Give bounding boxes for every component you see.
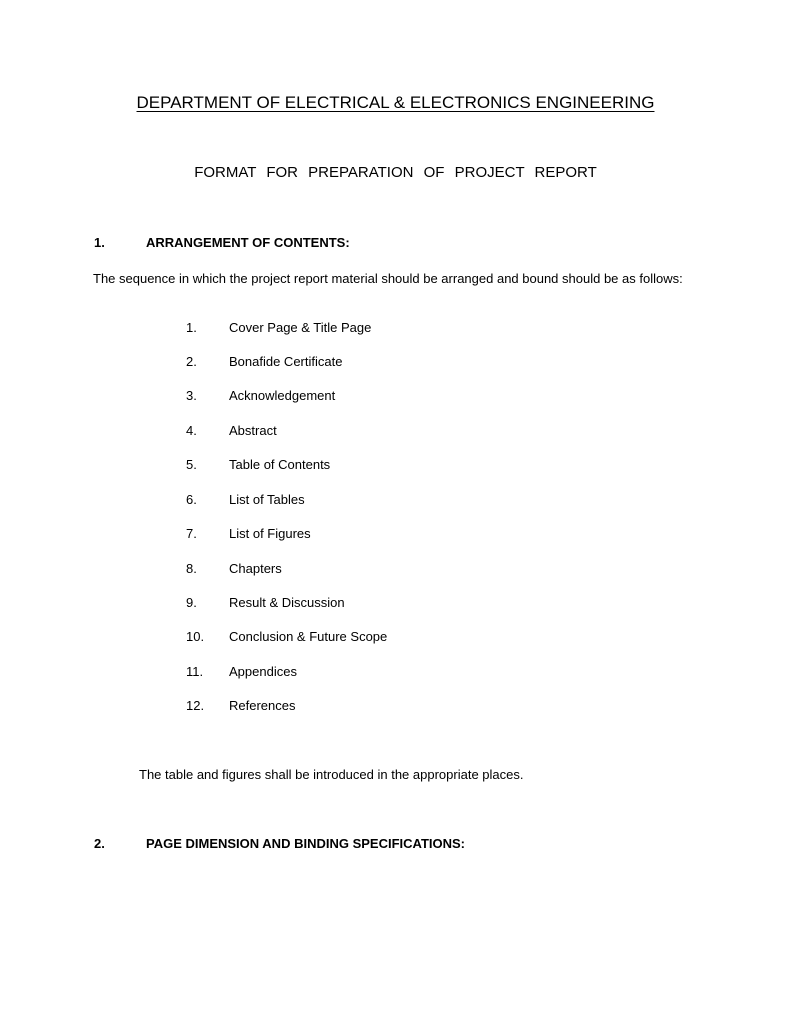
list-item-number: 9.: [186, 595, 197, 610]
section-1-number: 1.: [94, 235, 105, 250]
list-item-number: 11.: [186, 664, 204, 679]
list-item-label: Acknowledgement: [229, 388, 336, 403]
section-2-title: PAGE DIMENSION AND BINDING SPECIFICATIONS:: [146, 836, 465, 851]
list-item-number: 1.: [186, 320, 197, 335]
list-item-label: List of Figures: [229, 526, 311, 541]
list-item-label: Result & Discussion: [229, 595, 345, 610]
list-item-number: 12.: [186, 698, 205, 713]
list-item-label: List of Tables: [229, 492, 305, 507]
list-item-label: Abstract: [229, 423, 277, 438]
section-1-note: The table and figures shall be introduced in the appropriate places.: [139, 767, 524, 782]
department-title: DEPARTMENT OF ELECTRICAL & ELECTRONICS ENGINEERING: [136, 93, 655, 112]
list-item-label: Table of Contents: [229, 457, 331, 472]
list-item-label: Cover Page & Title Page: [229, 320, 372, 335]
list-item-number: 10.: [186, 629, 205, 644]
section-1-title: ARRANGEMENT OF CONTENTS:: [146, 235, 350, 250]
section-2-number: 2.: [94, 836, 105, 851]
list-item-number: 7.: [186, 526, 197, 541]
list-item-label: Bonafide Certificate: [229, 354, 343, 369]
list-item-number: 8.: [186, 561, 197, 576]
list-item-label: References: [229, 698, 296, 713]
section-1-intro: The sequence in which the project report material should be arranged and bound should be as follows:: [93, 271, 683, 286]
list-item-number: 2.: [186, 354, 197, 369]
document-subtitle: FORMAT FOR PREPARATION OF PROJECT REPORT: [194, 164, 597, 181]
list-item-label: Appendices: [229, 664, 297, 679]
list-item-label: Conclusion & Future Scope: [229, 629, 388, 644]
list-item-number: 4.: [186, 423, 197, 438]
list-item-label: Chapters: [229, 561, 282, 576]
list-item-number: 5.: [186, 457, 197, 472]
list-item-number: 6.: [186, 492, 197, 507]
list-item-number: 3.: [186, 388, 197, 403]
